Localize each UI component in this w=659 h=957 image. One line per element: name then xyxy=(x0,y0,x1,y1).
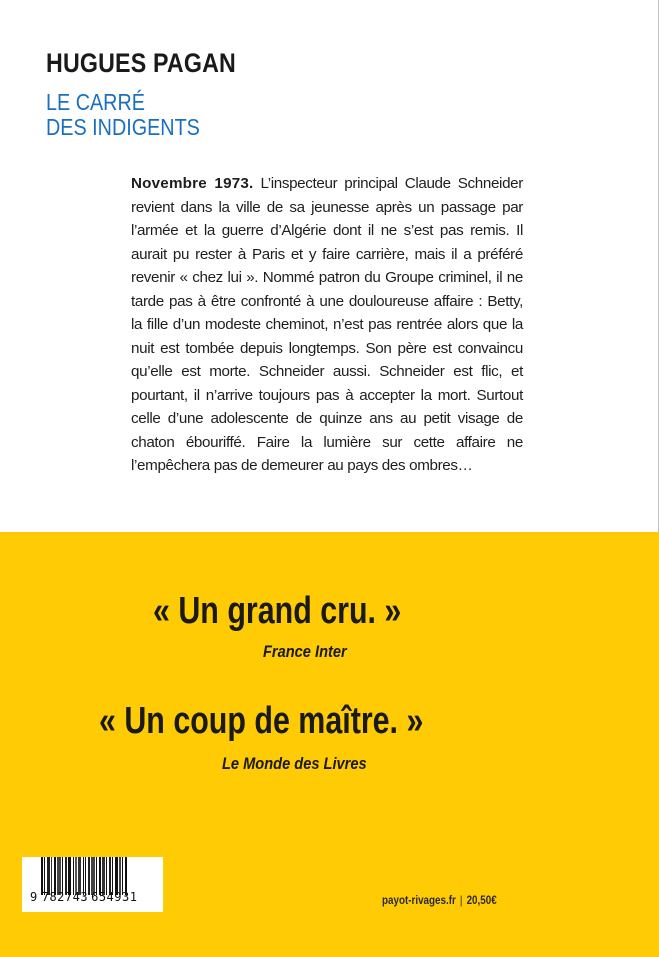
publisher-site: payot-rivages.fr xyxy=(382,893,456,907)
isbn-number xyxy=(30,890,137,904)
press-quote-2-source: Le Monde des Livres xyxy=(222,754,367,773)
back-cover-blurb xyxy=(131,172,523,478)
press-quote-1-source: France Inter xyxy=(263,642,347,661)
publisher-footer xyxy=(382,893,497,907)
blurb-text: L’inspecteur principal Claude Schneider revient dans la ville de sa jeunesse après un passage par l’armée et la guerre d’Algérie dont il ne s’est pas remis. Il aurait pu rester à Paris et y faire carrière, mais il a préféré revenir « chez lui ». Nommé patron du Groupe criminel, il ne tarde pas à être confronté à une douloureuse affaire : Betty, la fille d’un modeste cheminot, n’est pas rentrée alors que la nuit est tombée depuis longtemps. Son père est convaincu qu’elle est morte. Schneider aussi. Schneider est flic, et pourtant, il n’arrive toujours pas à accepter la mort. Surtout celle d’une adolescente de quinze ans au petit visage de chaton ébouriffé. Faire la lumière sur cette affaire ne l’empêchera pas de demeurer au pays des ombres… xyxy=(131,175,523,474)
press-quote-2: « Un coup de maître. » xyxy=(99,700,424,742)
title-line-1: LE CARRÉ xyxy=(46,89,145,115)
footer-separator: | xyxy=(459,893,463,907)
title-line-2: DES INDIGENTS xyxy=(46,114,200,140)
isbn-group-1: 782743 xyxy=(41,890,89,904)
isbn-first-digit: 9 xyxy=(30,890,38,904)
press-quote-1: « Un grand cru. » xyxy=(153,590,402,632)
isbn-barcode xyxy=(22,857,163,912)
price: 20,50€ xyxy=(466,893,497,907)
book-title xyxy=(46,90,200,140)
isbn-group-2: 654931 xyxy=(91,890,138,904)
blurb-lead: Novembre 1973. xyxy=(131,175,254,192)
author-name: HUGUES PAGAN xyxy=(46,48,236,78)
